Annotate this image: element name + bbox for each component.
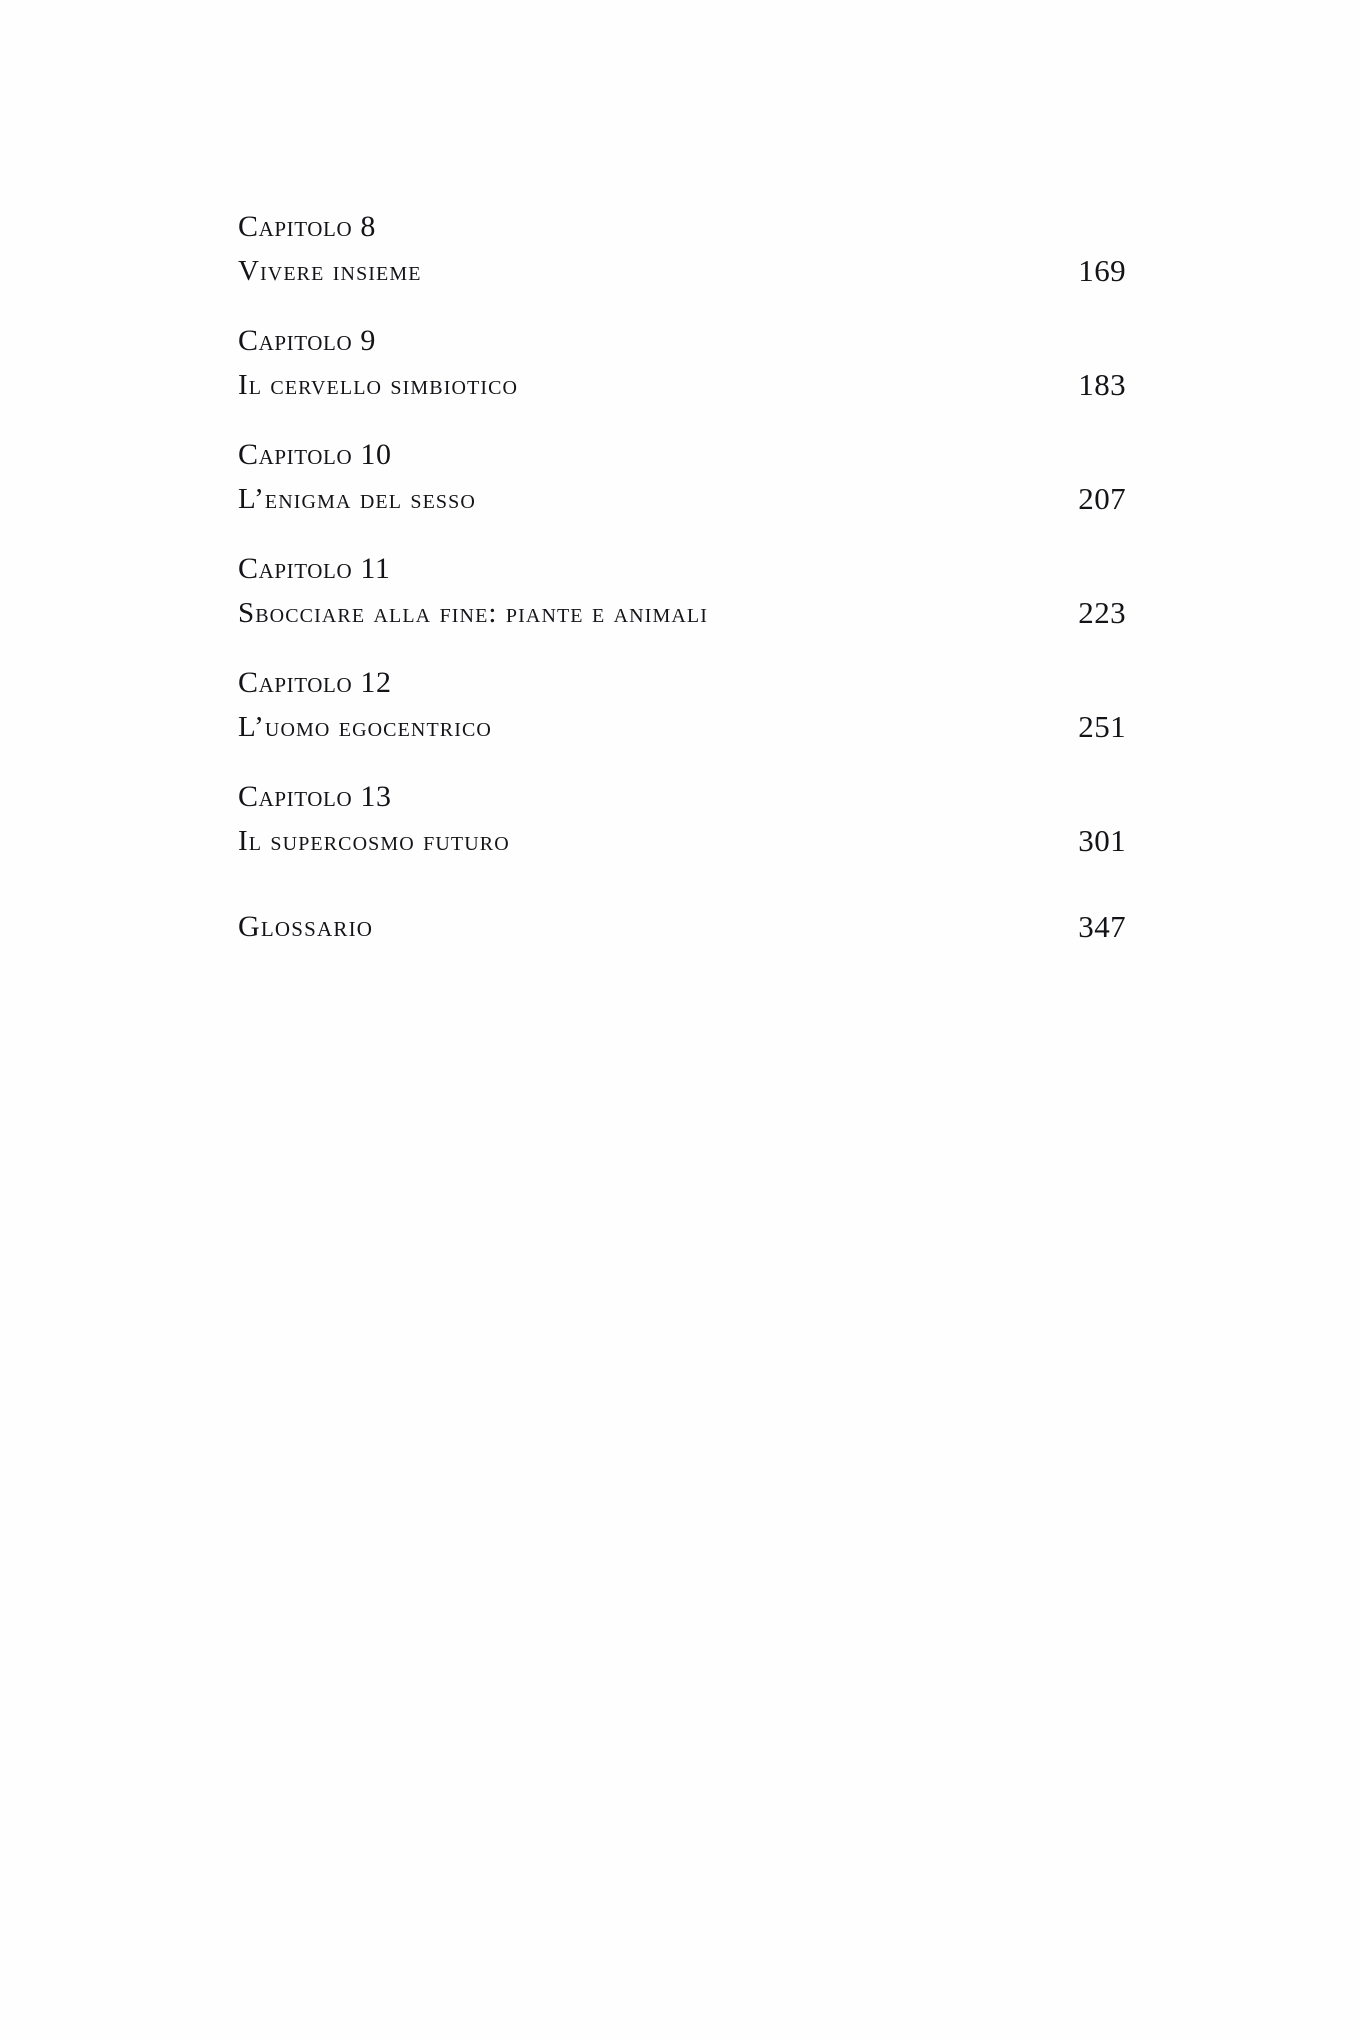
- page-number: 169: [1078, 253, 1126, 288]
- chapter-label: Capitolo 12: [238, 666, 392, 699]
- chapter-label: Capitolo 11: [238, 552, 391, 585]
- toc-entry-text: [238, 905, 1126, 949]
- toc-entry-text: [238, 319, 1126, 407]
- toc-entry[interactable]: [238, 775, 1126, 863]
- toc-entry-glossario[interactable]: [238, 905, 1126, 949]
- toc-entry[interactable]: [238, 433, 1126, 521]
- chapter-label: Capitolo 8: [238, 210, 376, 243]
- chapter-title: L’enigma del sesso: [238, 483, 476, 515]
- toc-entry-text: [238, 205, 1126, 293]
- page-number: 251: [1078, 709, 1126, 744]
- chapter-label: Capitolo 9: [238, 324, 376, 357]
- toc-entry-text: [238, 547, 1126, 635]
- chapter-title: Sbocciare alla fine: piante e animali: [238, 597, 708, 629]
- chapter-title: Il cervello simbiotico: [238, 369, 519, 401]
- page-number: 301: [1078, 823, 1126, 858]
- page-number: 183: [1078, 367, 1126, 402]
- toc-entry[interactable]: [238, 205, 1126, 293]
- page-number: 223: [1078, 595, 1126, 630]
- chapter-label: Capitolo 13: [238, 780, 392, 813]
- toc-entry[interactable]: [238, 319, 1126, 407]
- toc-entry[interactable]: [238, 661, 1126, 749]
- page-number: 207: [1078, 481, 1126, 516]
- page-number: 347: [1078, 909, 1126, 944]
- chapter-title: Vivere insieme: [238, 255, 422, 287]
- toc-entry-text: [238, 433, 1126, 521]
- toc-entry-text: [238, 661, 1126, 749]
- glossary-label: Glossario: [238, 910, 374, 943]
- table-of-contents: [238, 205, 1126, 975]
- chapter-label: Capitolo 10: [238, 438, 392, 471]
- toc-entry-text: [238, 775, 1126, 863]
- chapter-title: L’uomo egocentrico: [238, 711, 492, 743]
- chapter-title: Il supercosmo futuro: [238, 825, 510, 857]
- toc-entry[interactable]: [238, 547, 1126, 635]
